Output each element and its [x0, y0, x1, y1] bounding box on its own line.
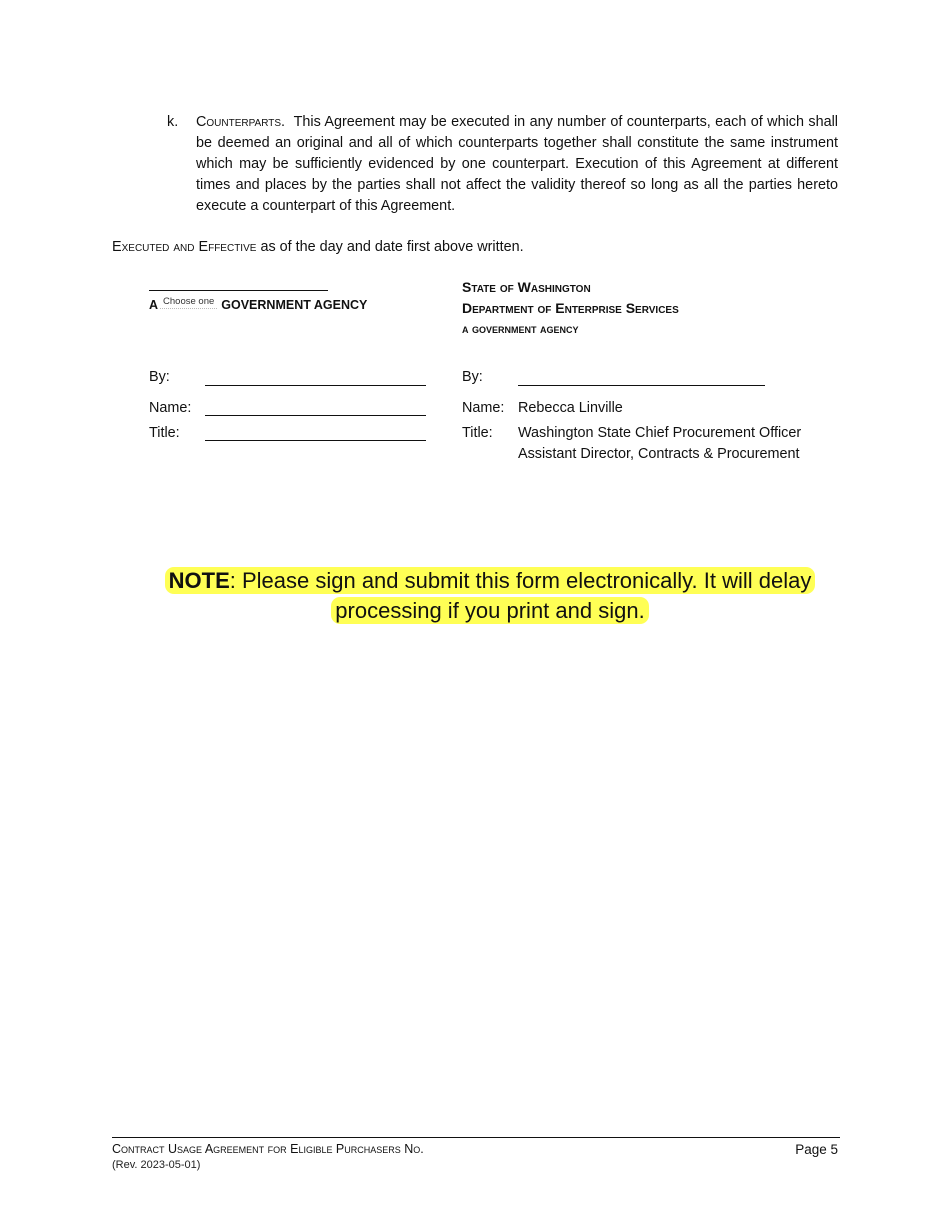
left-by-signature-line[interactable]	[205, 385, 426, 386]
footer-title: Contract Usage Agreement for Eligible Purchasers No.	[112, 1142, 424, 1156]
executed-statement	[112, 237, 524, 257]
agency-type-dropdown[interactable]: Choose one	[160, 296, 217, 309]
agency-prefix: A	[149, 298, 159, 312]
agency-suffix: GOVERNMENT AGENCY	[221, 298, 368, 312]
clause-body	[196, 112, 838, 217]
signing-note	[140, 566, 840, 626]
note-label: NOTE	[168, 568, 230, 593]
left-by-label: By:	[149, 369, 170, 385]
right-party-heading	[462, 277, 679, 340]
left-name-field[interactable]	[205, 415, 426, 416]
right-title-line2: Assistant Director, Contracts & Procurement	[518, 446, 800, 462]
state-name: State of Washington	[462, 279, 591, 295]
clause-text: This Agreement may be executed in any number of counterparts, each of which shall be deemed an original and all of which counterparts together shall constitute the same instrument which may be sufficiently evidenced by one counterpart. Execution of this Agreement at different times and places by the parties shall not affect the validity thereof so long as all the parties hereto execute a counterpart of this Agreement.	[196, 114, 838, 214]
right-by-label: By:	[462, 369, 483, 385]
department-name: Department of Enterprise Services	[462, 300, 679, 316]
right-title-label: Title:	[462, 425, 493, 441]
right-by-signature-line[interactable]	[518, 385, 765, 386]
note-highlight	[165, 567, 816, 624]
clause-title: Counterparts.	[196, 114, 286, 130]
right-agency-type: a government agency	[462, 322, 579, 336]
clause-label: k.	[167, 114, 179, 130]
party-name-line[interactable]	[149, 290, 328, 291]
left-agency-heading	[149, 295, 368, 312]
footer-revision: (Rev. 2023-05-01)	[112, 1159, 201, 1171]
right-title-line1: Washington State Chief Procurement Officer	[518, 425, 802, 441]
executed-rest: as of the day and date first above written.	[260, 239, 524, 255]
note-text: : Please sign and submit this form electronically. It will delay processing if you print and sign.	[229, 568, 812, 623]
right-name-value: Rebecca Linville	[518, 400, 623, 416]
executed-lead: Executed and Effective	[112, 239, 257, 255]
left-title-field[interactable]	[205, 440, 426, 441]
left-name-label: Name:	[149, 400, 192, 416]
left-title-label: Title:	[149, 425, 180, 441]
page-number: Page 5	[795, 1142, 838, 1157]
footer-divider	[112, 1137, 840, 1138]
right-name-label: Name:	[462, 400, 505, 416]
